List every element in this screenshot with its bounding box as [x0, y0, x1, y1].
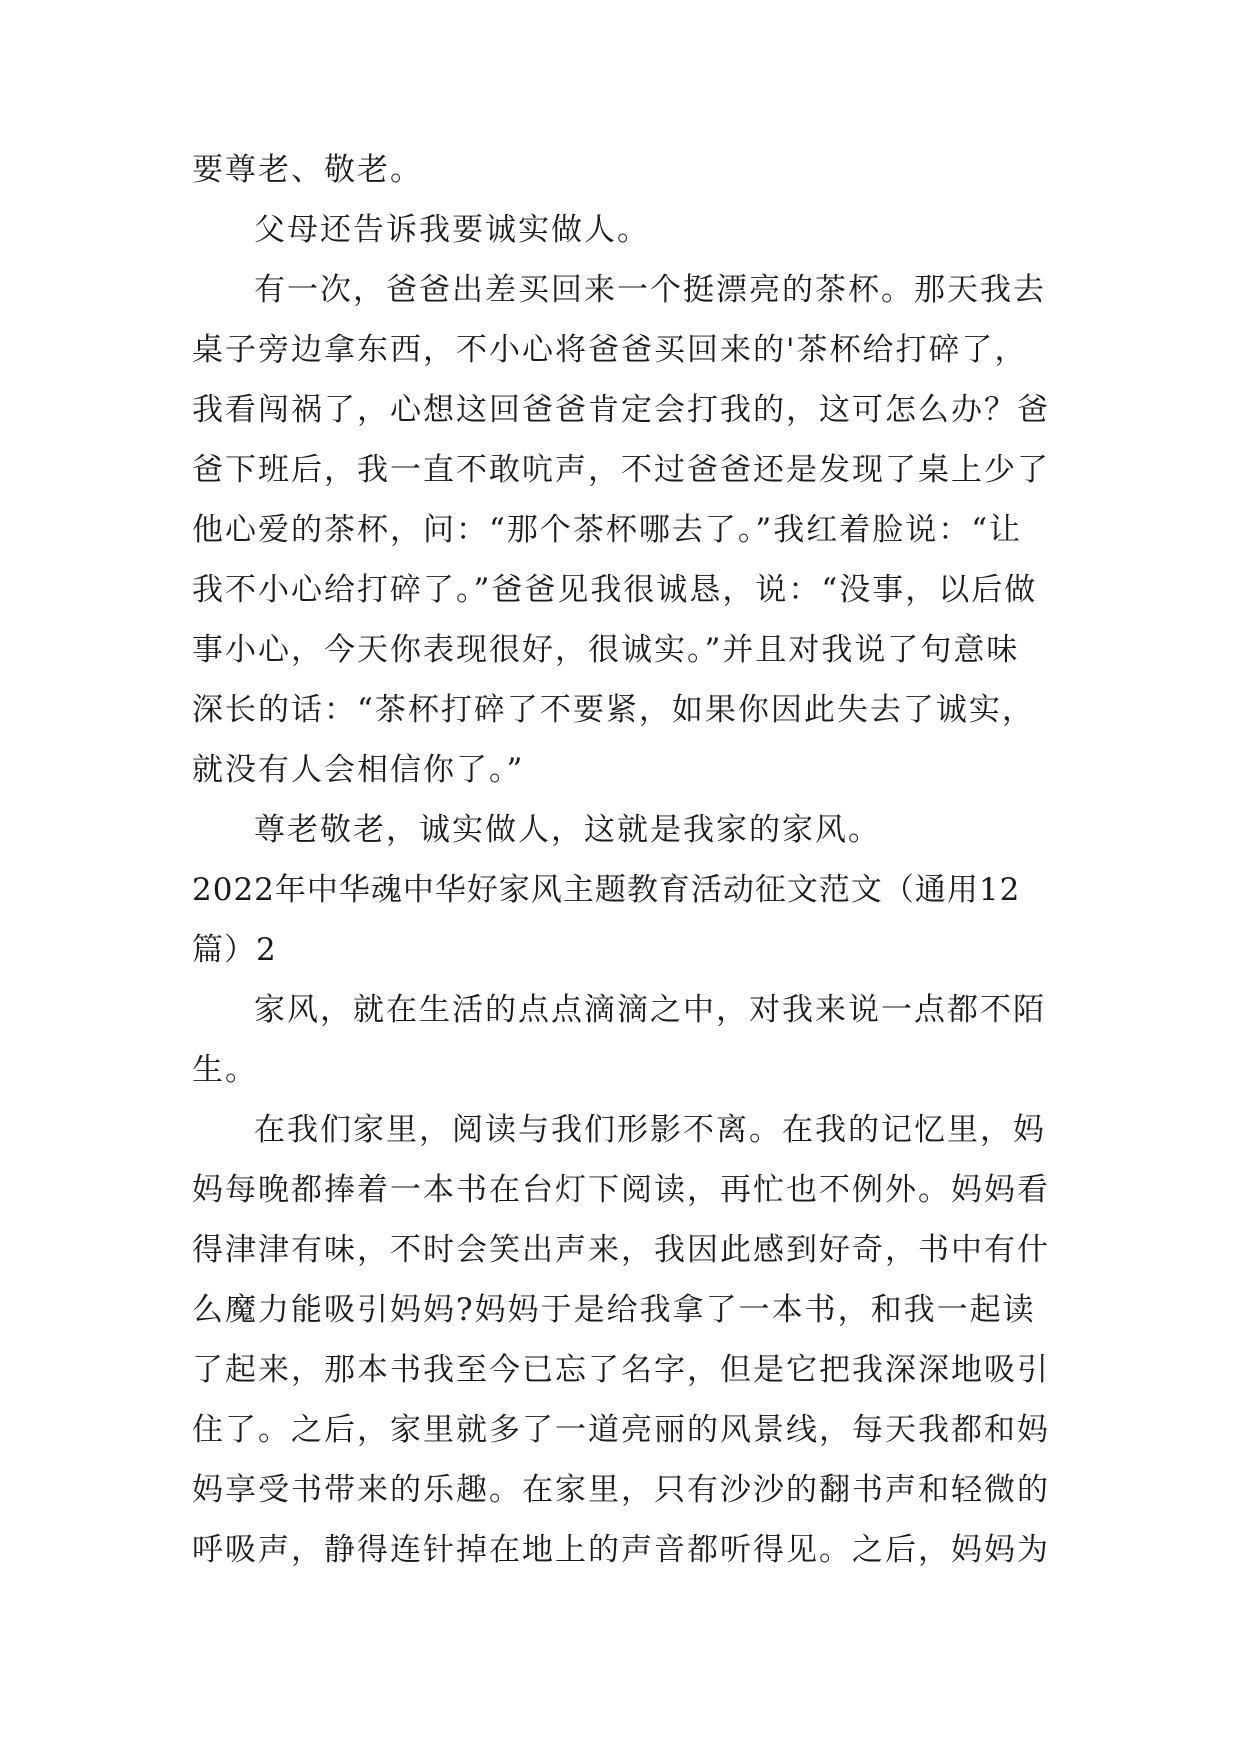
- text-line: 妈享受书带来的乐趣。在家里，只有沙沙的翻书声和轻微的: [192, 1472, 1050, 1508]
- text-line: 得津津有味，不时会笑出声来，我因此感到好奇，书中有什: [192, 1232, 1050, 1268]
- text-line: 我看闯祸了，心想这回爸爸肯定会打我的，这可怎么办？爸: [192, 392, 1050, 428]
- text-line: 就没有人会相信你了。”: [192, 752, 525, 788]
- text-line: 妈每晚都捧着一本书在台灯下阅读，再忙也不例外。妈妈看: [192, 1172, 1050, 1208]
- paragraph-line: 有一次，爸爸出差买回来一个挺漂亮的茶杯。那天我去: [254, 272, 1046, 308]
- text-line: 事小心，今天你表现很好，很诚实。”并且对我说了句意味: [192, 632, 1020, 668]
- text-line: 深长的话：“茶杯打碎了不要紧，如果你因此失去了诚实，: [192, 692, 1035, 728]
- section-heading: 2022年中华魂中华好家风主题教育活动征文范文（通用12: [192, 872, 1021, 908]
- text-line: 他心爱的茶杯，问：“那个茶杯哪去了。”我红着脸说：“让: [192, 512, 1023, 548]
- section-heading: 篇）2: [192, 932, 277, 968]
- paragraph-line: 在我们家里，阅读与我们形影不离。在我的记忆里，妈: [254, 1112, 1046, 1148]
- text-line: 了起来，那本书我至今已忘了名字，但是它把我深深地吸引: [192, 1352, 1050, 1388]
- text-line: 呼吸声，静得连针掉在地上的声音都听得见。之后，妈妈为: [192, 1532, 1050, 1568]
- paragraph-line: 家风，就在生活的点点滴滴之中，对我来说一点都不陌: [254, 992, 1046, 1028]
- text-line: 我不小心给打碎了。”爸爸见我很诚恳，说：“没事，以后做: [192, 572, 1038, 608]
- text-line: 桌子旁边拿东西，不小心将爸爸买回来的'茶杯给打碎了，: [192, 332, 1028, 368]
- text-line: 要尊老、敬老。: [192, 152, 423, 188]
- text-line: 爸下班后，我一直不敢吭声，不过爸爸还是发现了桌上少了: [192, 452, 1050, 488]
- text-line: 生。: [192, 1052, 258, 1088]
- paragraph-line: 尊老敬老，诚实做人，这就是我家的家风。: [254, 812, 881, 848]
- text-line: 住了。之后，家里就多了一道亮丽的风景线，每天我都和妈: [192, 1412, 1050, 1448]
- paragraph-line: 父母还告诉我要诚实做人。: [254, 212, 650, 248]
- text-line: 么魔力能吸引妈妈?妈妈于是给我拿了一本书，和我一起读: [192, 1292, 1036, 1328]
